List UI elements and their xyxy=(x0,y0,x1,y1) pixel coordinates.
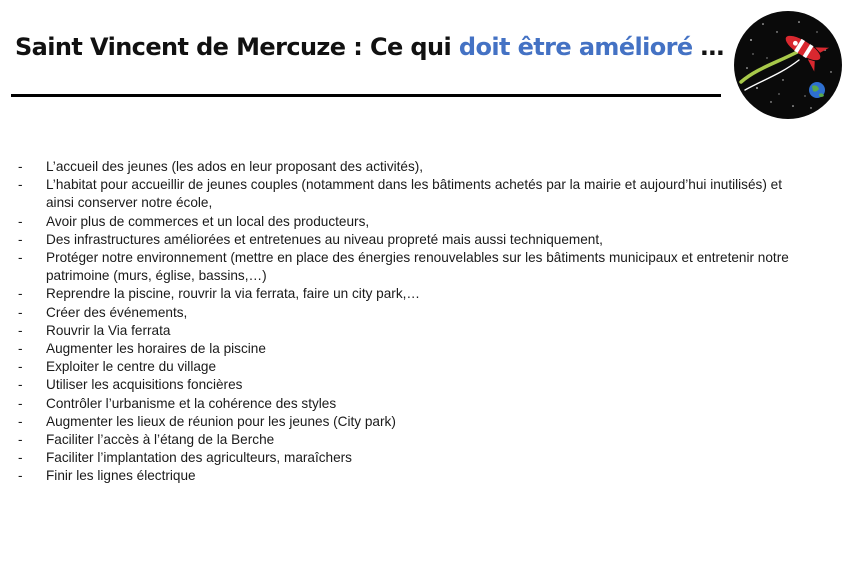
list-item xyxy=(18,213,798,231)
bullet-dash: - xyxy=(18,341,23,357)
list-item-text: Utiliser les acquisitions foncières xyxy=(46,377,243,393)
list-item-text: Créer des événements, xyxy=(46,304,188,320)
list-item-text: L’accueil des jeunes (les ados en leur proposant des activités), xyxy=(46,159,424,174)
list-item-text: Des infrastructures améliorées et entretenues au niveau propreté mais aussi techniquement, xyxy=(46,231,603,247)
list-item-text: Contrôler l’urbanisme et la cohérence des styles xyxy=(46,395,337,411)
list-item xyxy=(18,449,798,467)
bullet-dash: - xyxy=(18,468,23,484)
list-item-text: Augmenter les horaires de la piscine xyxy=(46,341,266,357)
list-item xyxy=(18,249,798,285)
list-item xyxy=(18,340,798,358)
list-item xyxy=(18,158,798,176)
list-item xyxy=(18,431,798,449)
list-item-text: Augmenter les lieux de réunion pour les jeunes (City park) xyxy=(46,413,396,429)
list-item-text: Exploiter le centre du village xyxy=(46,359,217,375)
list-item xyxy=(18,376,798,394)
title-prefix: Saint Vincent de Mercuze : Ce qui xyxy=(15,33,459,61)
bullet-dash: - xyxy=(18,213,23,229)
list-item xyxy=(18,322,798,340)
list-item-text: Rouvrir la Via ferrata xyxy=(46,322,171,338)
list-item-text: Faciliter l’implantation des agriculteurs, maraîchers xyxy=(46,450,352,466)
list-item-text: Protéger notre environnement (mettre en place des énergies renouvelables sur les bâtiments municipaux et entretenir notre patrimoine (murs, église, bassins,…) xyxy=(46,250,789,284)
list-item xyxy=(18,304,798,322)
bullet-dash: - xyxy=(18,159,23,174)
list-item xyxy=(18,395,798,413)
list-item xyxy=(18,176,798,212)
title-suffix: … xyxy=(692,33,724,61)
rocket-in-space-icon xyxy=(733,10,843,120)
improvement-list xyxy=(18,158,798,486)
bullet-dash: - xyxy=(18,177,23,193)
list-item xyxy=(18,467,798,485)
list-item xyxy=(18,413,798,431)
bullet-dash: - xyxy=(18,250,23,266)
page-title xyxy=(15,33,724,61)
list-item xyxy=(18,285,798,303)
list-item xyxy=(18,231,798,249)
bullet-dash: - xyxy=(18,432,23,448)
list-item-text: Avoir plus de commerces et un local des producteurs, xyxy=(46,213,370,229)
bullet-dash: - xyxy=(18,304,23,320)
list-item xyxy=(18,358,798,376)
bullet-dash: - xyxy=(18,413,23,429)
list-item-text: Faciliter l’accès à l’étang de la Berche xyxy=(46,432,275,448)
bullet-dash: - xyxy=(18,450,23,466)
bullet-dash: - xyxy=(18,395,23,411)
bullet-dash: - xyxy=(18,359,23,375)
bullet-dash: - xyxy=(18,377,23,393)
bullet-dash: - xyxy=(18,286,23,302)
list-item-text: Reprendre la piscine, rouvrir la via ferrata, faire un city park,… xyxy=(46,286,420,302)
bullet-dash: - xyxy=(18,322,23,338)
title-divider xyxy=(11,94,721,97)
list-item-text: L’habitat pour accueillir de jeunes couples (notamment dans les bâtiments achetés par la mairie et aujourd’hui inutilisés) et ainsi conserver notre école, xyxy=(46,177,782,211)
bullet-dash: - xyxy=(18,231,23,247)
title-accent: doit être amélioré xyxy=(458,33,693,61)
list-item-text: Finir les lignes électrique xyxy=(46,468,196,484)
